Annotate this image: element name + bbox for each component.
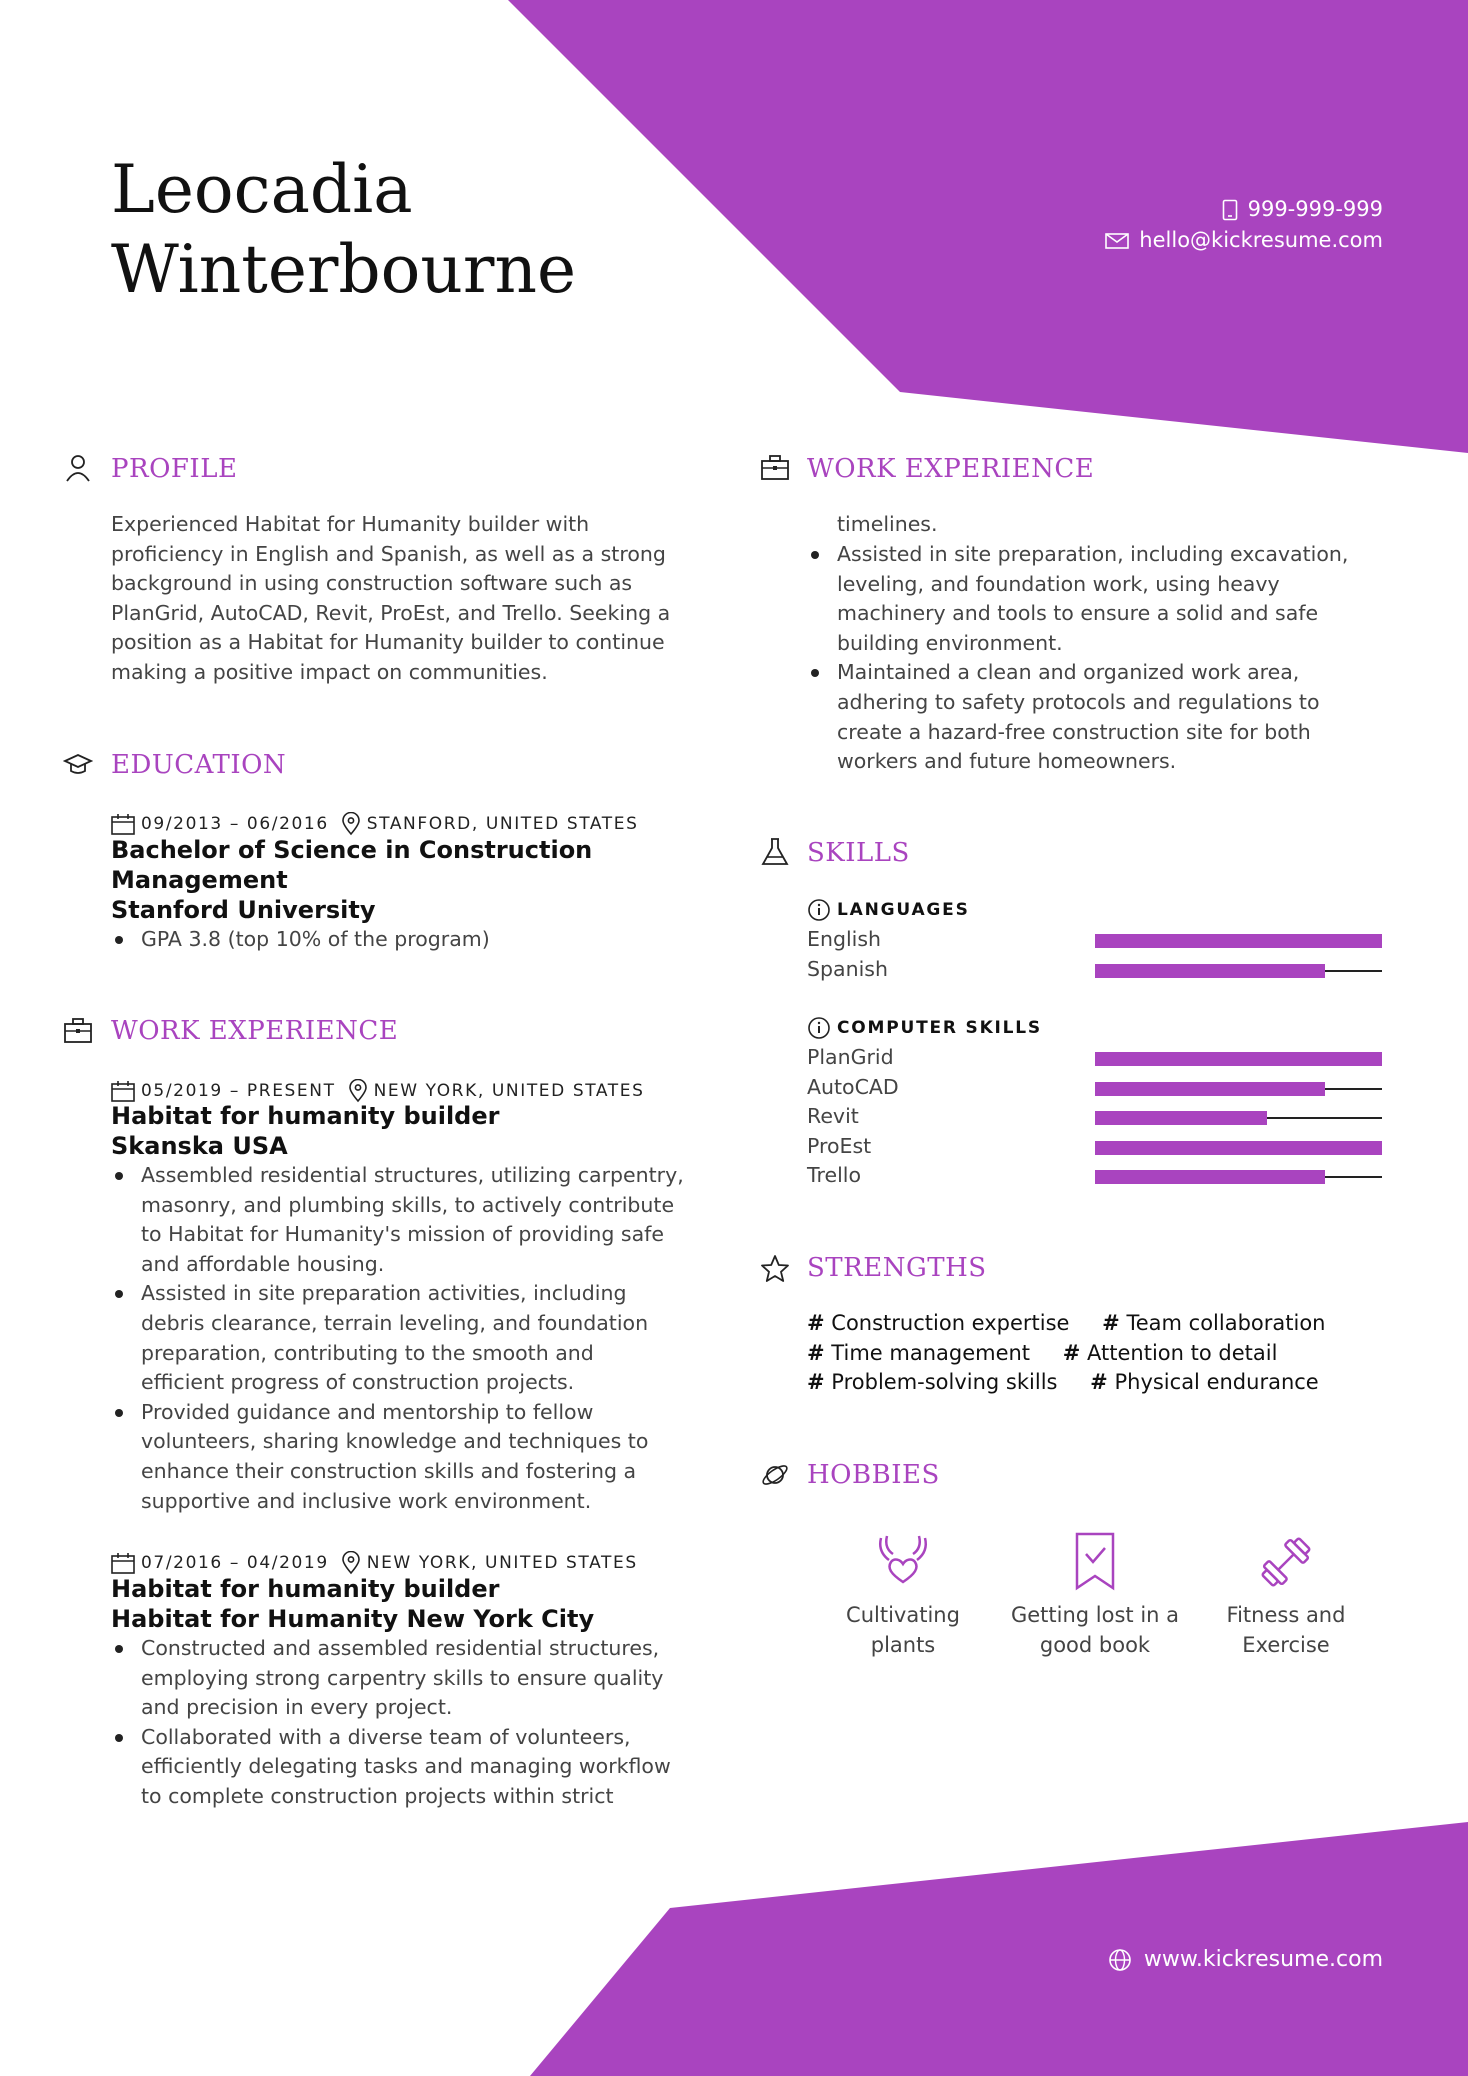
skill-name: English (807, 927, 882, 951)
hobby-label: plants (870, 1633, 936, 1657)
skill-name: ProEst (807, 1133, 872, 1158)
skill-row (807, 955, 1382, 985)
carry-line: timelines. (837, 512, 938, 536)
degree-line: Bachelor of Science in Construction (111, 836, 593, 864)
hobby-label: Getting lost in a (1010, 1603, 1180, 1627)
person-icon (63, 453, 93, 483)
bullet-line: machinery and tools to ensure a solid and safe (837, 601, 1319, 626)
bullet-line: leveling, and foundation work, using heavy (837, 571, 1280, 596)
bullet-line: Constructed and assembled residential structures, (141, 1636, 660, 1660)
strength-label: Problem-solving skills (831, 1370, 1058, 1395)
info-icon (807, 1016, 831, 1040)
profile-heading: PROFILE (111, 454, 238, 484)
bullet-line: enhance their construction skills and fostering a (141, 1458, 637, 1483)
hobby-label: good book (1039, 1633, 1151, 1657)
bullet-line: and precision in every project. (141, 1695, 453, 1720)
list-item: GPA 3.8 (top 10% of the program) (141, 925, 490, 955)
briefcase-icon (760, 453, 790, 483)
hobby-label: Cultivating (846, 1603, 960, 1627)
hobby-label: Fitness and (1226, 1603, 1346, 1627)
strength-tag: # Attention to detail (1062, 1340, 1278, 1365)
profile-line: Experienced Habitat for Humanity builder with (111, 512, 590, 536)
education-location: STANFORD, UNITED STATES (366, 814, 639, 834)
skill-row (807, 1132, 1382, 1162)
bullet-line: employing strong carpentry skills to ensure quality (141, 1665, 664, 1690)
bullet-line: to complete construction projects within strict (141, 1783, 614, 1808)
strength-tag: # Physical endurance (1090, 1370, 1319, 1395)
skill-name: Spanish (807, 956, 888, 981)
work-heading-continued: WORK EXPERIENCE (807, 454, 1095, 484)
education-dates: 09/2013 – 06/2016 (141, 814, 329, 834)
email-address[interactable]: hello@kickresume.com (1139, 228, 1383, 252)
briefcase-icon (63, 1016, 93, 1046)
bullet-line: Assembled residential structures, utilizing carpentry, (141, 1163, 684, 1187)
profile-line: PlanGrid, AutoCAD, Revit, ProEst, and Trello. Seeking a (111, 600, 671, 625)
calendar-icon (111, 813, 135, 835)
bullet-line: supportive and inclusive work environment. (141, 1488, 592, 1513)
list-item (141, 1634, 721, 1723)
bullet-line: Assisted in site preparation, including excavation, (837, 542, 1349, 566)
skill-row (807, 925, 1382, 955)
work-heading: WORK EXPERIENCE (111, 1016, 399, 1046)
first-name: Leocadia (111, 151, 413, 228)
hobby-item (1196, 1532, 1376, 1660)
profile-summary (111, 510, 691, 688)
job-dates: 07/2016 – 04/2019 (141, 1553, 329, 1573)
strengths-list (807, 1309, 1352, 1398)
bullet-line: building environment. (837, 630, 1063, 655)
skill-name: Trello (807, 1163, 862, 1188)
strengths-heading: STRENGTHS (807, 1253, 987, 1283)
strength-label: Time management (831, 1340, 1031, 1365)
bullet-line: efficiently delegating tasks and managing workflow (141, 1754, 671, 1779)
bookmark-icon (1065, 1532, 1125, 1592)
skill-bar-fill (1095, 1052, 1382, 1066)
bullet-line: adhering to safety protocols and regulations to (837, 689, 1320, 714)
hands-heart-icon (873, 1532, 933, 1592)
contact-block (1105, 194, 1383, 256)
bullet-line: create a hazard-free construction site for both (837, 719, 1311, 744)
strength-label: Team collaboration (1126, 1311, 1326, 1335)
hobby-item (813, 1532, 993, 1660)
hobby-label: Exercise (1242, 1633, 1330, 1657)
languages-label: LANGUAGES (837, 900, 970, 920)
degree-title (111, 836, 592, 895)
skill-bar-fill (1095, 1170, 1325, 1184)
hobby-item (1005, 1532, 1185, 1660)
degree-line: Management (111, 865, 288, 894)
list-item (141, 1398, 721, 1516)
phone-row (1105, 194, 1383, 225)
job-bullets (111, 1634, 721, 1812)
company-name: Habitat for Humanity New York City (111, 1605, 595, 1633)
skill-name: AutoCAD (807, 1074, 899, 1099)
bullet-line: debris clearance, terrain leveling, and foundation (141, 1310, 649, 1335)
skill-bar-fill (1095, 934, 1382, 948)
bullet-line: Assisted in site preparation activities, including (141, 1281, 627, 1306)
skill-row (807, 1073, 1382, 1103)
school-name: Stanford University (111, 896, 376, 924)
globe-icon (1108, 1948, 1132, 1972)
candidate-name (111, 150, 576, 310)
strengths-row (807, 1368, 1352, 1398)
hobbies-heading: HOBBIES (807, 1460, 940, 1490)
list-item (141, 1279, 721, 1397)
job-bullets-continued (807, 540, 1417, 777)
star-icon (760, 1254, 790, 1284)
phone-icon (1222, 199, 1238, 221)
strength-tag: # Time management (807, 1340, 1031, 1365)
bullet-line: to Habitat for Humanity's mission of providing safe (141, 1222, 664, 1247)
computer-skills-label: COMPUTER SKILLS (837, 1018, 1042, 1038)
profile-line: making a positive impact on communities. (111, 659, 548, 684)
bullet-line: and affordable housing. (141, 1251, 385, 1276)
skills-heading: SKILLS (807, 838, 910, 868)
job-bullets (111, 1161, 721, 1516)
dumbbell-icon (1256, 1532, 1316, 1592)
skill-bar-fill (1095, 1111, 1267, 1125)
list-item (837, 540, 1417, 658)
list-item (141, 1161, 721, 1279)
job-meta (111, 1079, 645, 1103)
skill-bar-fill (1095, 964, 1325, 978)
mail-icon (1105, 232, 1129, 250)
bullet-line: efficient progress of construction projects. (141, 1370, 575, 1395)
website-link[interactable]: www.kickresume.com (1143, 1947, 1383, 1972)
skill-name: Revit (807, 1104, 859, 1129)
strengths-row (807, 1309, 1352, 1339)
bullet-line: preparation, contributing to the smooth and (141, 1340, 594, 1365)
education-meta (111, 812, 639, 836)
bullet-line: masonry, and plumbing skills, to actively contribute (141, 1192, 675, 1217)
location-pin-icon (348, 1079, 368, 1103)
skill-row (807, 1102, 1382, 1132)
strength-tag: # Construction expertise (807, 1311, 1070, 1335)
strength-tag: # Team collaboration (1102, 1311, 1326, 1335)
bullet-line: workers and future homeowners. (837, 749, 1177, 774)
education-bullets (111, 925, 490, 955)
graduation-cap-icon (63, 750, 93, 780)
list-item (837, 658, 1417, 776)
job-title: Habitat for humanity builder (111, 1575, 500, 1603)
planet-icon (760, 1460, 790, 1490)
info-icon (807, 898, 831, 922)
phone-number[interactable]: 999-999-999 (1247, 197, 1383, 221)
flask-icon (760, 837, 790, 867)
job-title: Habitat for humanity builder (111, 1102, 500, 1130)
strengths-row (807, 1339, 1352, 1369)
list-item (141, 1723, 721, 1812)
email-row (1105, 225, 1383, 256)
job-dates: 05/2019 – PRESENT (141, 1081, 336, 1101)
strength-tag: # Problem-solving skills (807, 1370, 1058, 1395)
computer-skills-category (807, 1016, 1042, 1040)
skill-name: PlanGrid (807, 1045, 894, 1069)
job-meta (111, 1551, 638, 1575)
bullet-line: Collaborated with a diverse team of volunteers, (141, 1724, 631, 1749)
bullet-line: Provided guidance and mentorship to fellow (141, 1399, 594, 1424)
skill-row (807, 1161, 1382, 1191)
languages-category (807, 898, 970, 922)
job-location: NEW YORK, UNITED STATES (373, 1081, 645, 1101)
skill-row (807, 1043, 1382, 1073)
profile-line: background in using construction software such as (111, 571, 633, 596)
bullet-line: Maintained a clean and organized work area, (837, 660, 1300, 685)
website-row (1108, 1947, 1383, 1972)
profile-line: position as a Habitat for Humanity builder to continue (111, 630, 665, 655)
skill-bar-fill (1095, 1082, 1325, 1096)
location-pin-icon (341, 812, 361, 836)
calendar-icon (111, 1080, 135, 1102)
skill-bar-fill (1095, 1141, 1382, 1155)
strength-label: Physical endurance (1114, 1370, 1319, 1395)
bullet-line: volunteers, sharing knowledge and techniques to (141, 1429, 649, 1454)
calendar-icon (111, 1552, 135, 1574)
education-heading: EDUCATION (111, 750, 287, 780)
job-location: NEW YORK, UNITED STATES (366, 1553, 638, 1573)
last-name: Winterbourne (111, 231, 577, 308)
strength-label: Construction expertise (831, 1311, 1070, 1335)
company-name: Skanska USA (111, 1132, 288, 1160)
strength-label: Attention to detail (1087, 1340, 1278, 1365)
location-pin-icon (341, 1551, 361, 1575)
profile-line: proficiency in English and Spanish, as well as a strong (111, 541, 666, 566)
